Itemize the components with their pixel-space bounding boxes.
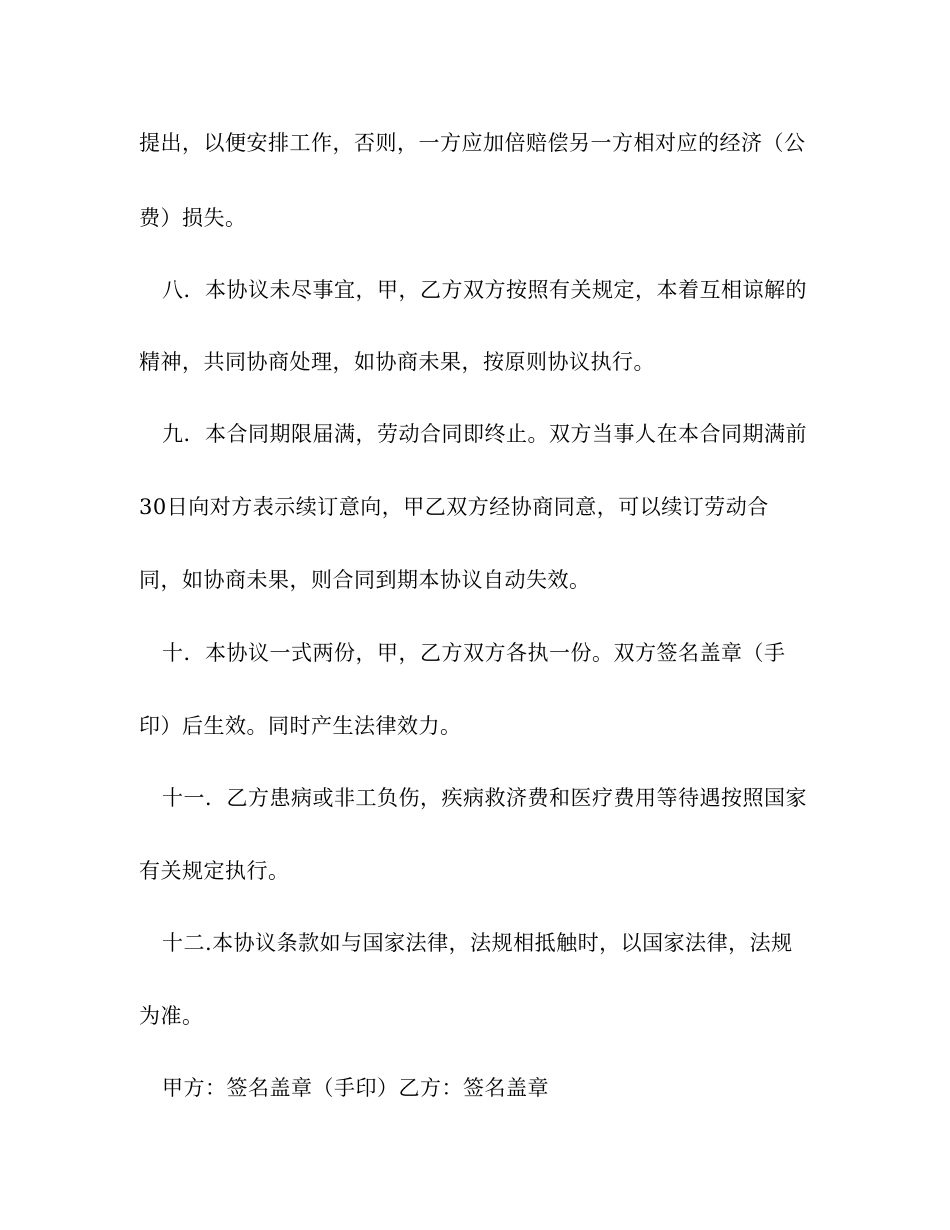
clause-11-text: 十一．乙方患病或非工负伤，疾病救济费和医疗费用等待遇按照国家 bbox=[162, 786, 807, 810]
text-line: 费）损失。 bbox=[139, 206, 247, 230]
text-line: 有关规定执行。 bbox=[139, 859, 290, 883]
text-line: 提出，以便安排工作，否则，一方应加倍赔偿另一方相对应的经济（公 bbox=[139, 131, 806, 155]
text-line: 同，如协商未果，则合同到期本协议自动失效。 bbox=[139, 568, 591, 592]
text-line: 精神，共同协商处理，如协商未果，按原则协议执行。 bbox=[139, 350, 655, 374]
text-line: 30日向对方表示续订意向，甲乙双方经协商同意，可以续订劳动合 bbox=[139, 495, 769, 519]
clause-8-text: 八．本协议未尽事宜，甲，乙方双方按照有关规定，本着互相谅解的 bbox=[162, 278, 807, 302]
signature-line: 甲方：签名盖章（手印）乙方：签名盖章 bbox=[162, 1076, 549, 1100]
clause-10-text: 十．本协议一式两份，甲，乙方双方各执一份。双方签名盖章（手 bbox=[162, 641, 786, 665]
clause-12-text: 十二.本协议条款如与国家法律，法规相抵触时，以国家法律，法规 bbox=[162, 931, 793, 955]
text-line: 为准。 bbox=[139, 1004, 204, 1028]
clause-9-text: 九．本合同期限届满，劳动合同即终止。双方当事人在本合同期满前 bbox=[162, 422, 807, 446]
text-line: 印）后生效。同时产生法律效力。 bbox=[139, 714, 462, 738]
